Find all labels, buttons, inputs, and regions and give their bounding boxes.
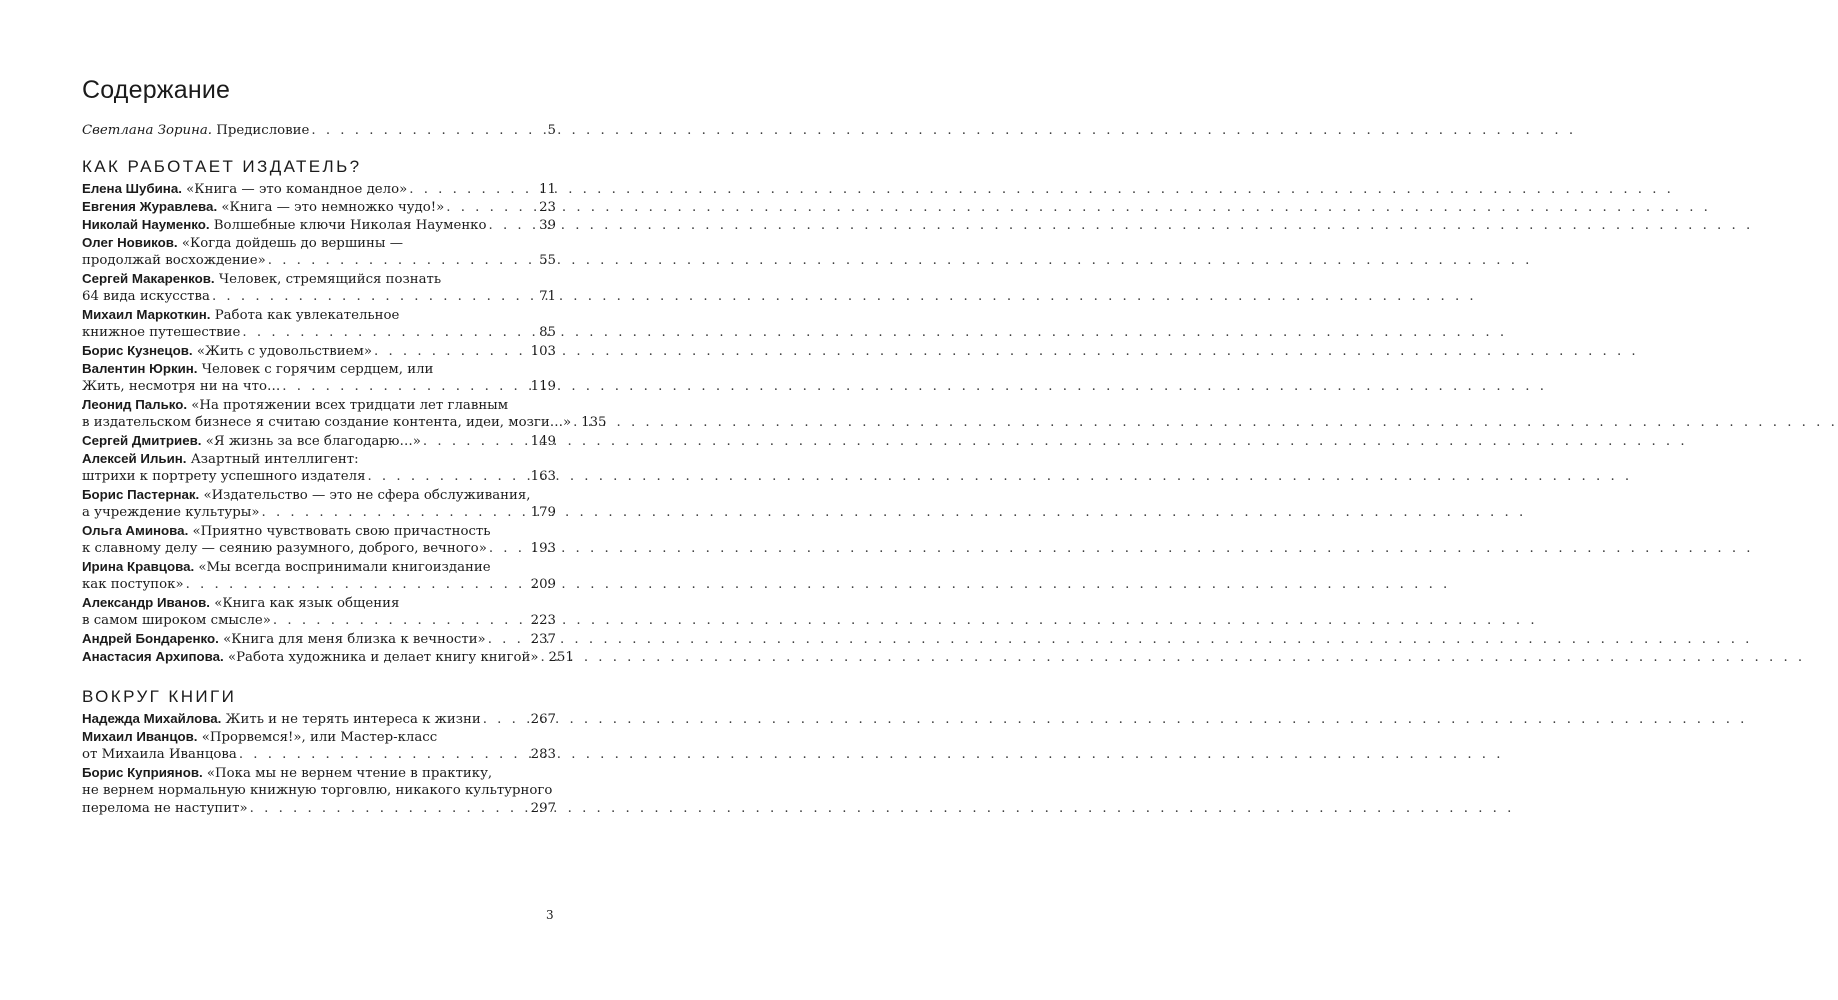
toc-entry [82, 710, 556, 728]
dot-leader [262, 504, 529, 522]
toc-title-text: книжное путешествие [82, 325, 241, 340]
toc-entry-text [82, 540, 487, 558]
toc-page-number: 71 [539, 289, 556, 304]
toc-entry-line [82, 764, 556, 782]
dot-leader [311, 122, 540, 140]
toc-entry-text [82, 800, 248, 818]
toc-title-text: «Приятно чувствовать свою причастность [192, 524, 491, 539]
toc-entry-text [82, 396, 508, 415]
dot-leader [483, 711, 529, 729]
toc-entry-line [82, 648, 574, 666]
toc-title-text: «Я жизнь за все благодарю…» [205, 434, 421, 449]
section-heading: ВОКРУГ КНИГИ [82, 687, 237, 706]
toc-page-number: 11 [539, 182, 556, 197]
toc-entry [82, 360, 556, 396]
toc-entry-line [82, 288, 556, 306]
toc-entry [82, 432, 556, 450]
page-title: Содержание [82, 76, 231, 104]
toc-entry [82, 306, 556, 342]
toc-entry-text [82, 576, 184, 594]
toc-entry-text [82, 324, 240, 342]
toc-page-number: 55 [539, 253, 556, 268]
toc-author: Сергей Макаренков. [82, 271, 215, 286]
toc-page-number: 5 [547, 123, 556, 138]
toc-entry-line [82, 576, 556, 594]
dot-leader [239, 746, 529, 764]
toc-page-number: 283 [530, 747, 556, 762]
dot-leader [282, 378, 528, 396]
toc-title-text: «Книга как язык общения [214, 596, 400, 611]
toc-title-text: «Прорвемся!», или Мастер-класс [201, 730, 438, 745]
toc-author: Валентин Юркин. [82, 361, 198, 376]
toc-title-text: «Мы всегда воспринимали книгоиздание [198, 560, 491, 575]
dot-leader [212, 288, 537, 306]
toc-author: Надежда Михайлова. [82, 711, 222, 726]
toc-author: Алексей Ильин. [82, 451, 187, 466]
toc-author: Светлана Зорина. [82, 123, 212, 138]
toc-entry-line [82, 432, 556, 450]
toc-title-text: «Издательство — это не сфера обслуживания, [203, 488, 531, 503]
toc-entry-text [82, 594, 399, 613]
toc-author: Ирина Кравцова. [82, 559, 195, 574]
toc-entry-line [82, 122, 556, 140]
toc-title-text: Человек с горячим сердцем, или [201, 362, 434, 377]
toc-entry [82, 122, 556, 140]
toc-title-text: 64 вида искусства [82, 289, 210, 304]
toc-entry [82, 558, 556, 594]
dot-leader [273, 612, 529, 630]
toc-title-text: в издательском бизнесе я считаю создание контента, идеи, мозги…» [82, 415, 572, 430]
toc-section [82, 684, 556, 818]
toc-entry-text [82, 558, 491, 577]
toc-entry-text [82, 180, 407, 199]
toc-title-text: Волшебные ключи Николая Науменко [213, 218, 487, 233]
toc-entry-line [82, 342, 556, 360]
toc-entry-line [82, 612, 556, 630]
toc-author: Олег Новиков. [82, 235, 178, 250]
toc-entry-line [82, 234, 556, 252]
toc-title-text: Жить и не терять интереса к жизни [225, 712, 481, 727]
toc-entry [82, 396, 607, 432]
dot-leader [409, 181, 537, 199]
toc-entry-line [82, 782, 556, 800]
toc-page-number: 297 [530, 801, 556, 816]
toc-title-text: Работа как увлекательное [214, 308, 400, 323]
toc-entry [82, 450, 556, 486]
toc-entry-text [82, 378, 280, 396]
toc-entry-text [82, 612, 271, 630]
toc-title-text: продолжай восхождение» [82, 253, 266, 268]
toc-entry-text [82, 630, 486, 649]
toc-entry-line [82, 360, 556, 378]
toc-author: Евгения Журавлева. [82, 199, 218, 214]
toc-entry-line [82, 450, 556, 468]
toc-title-text: штрихи к портрету успешного издателя [82, 469, 366, 484]
toc-page-number: 209 [530, 577, 556, 592]
toc-entry-line [82, 180, 556, 198]
toc-entry [82, 486, 556, 522]
toc-entry-line [82, 746, 556, 764]
toc-entry-text [82, 486, 530, 505]
toc-page-number: 119 [530, 379, 556, 394]
toc-entry-text [82, 648, 538, 667]
dot-leader [186, 576, 529, 594]
toc-author: Борис Кузнецов. [82, 343, 193, 358]
dot-leader [489, 217, 538, 235]
toc-entry [82, 648, 574, 666]
toc-title-text: «Книга для меня близка к вечности» [223, 632, 486, 647]
toc-entry-line [82, 252, 556, 270]
toc-page-number: 163 [530, 469, 556, 484]
dot-leader [250, 800, 529, 818]
toc-title-text: как поступок» [82, 577, 184, 592]
toc-preface [82, 122, 556, 140]
toc-entry-text [82, 306, 399, 325]
toc-entry-text [82, 216, 487, 235]
toc-entry-text [82, 198, 444, 217]
toc-title-text: «Пока мы не вернем чтение в практику, [206, 766, 493, 781]
toc-entry-text [82, 270, 441, 289]
toc-page-number: 267 [530, 712, 556, 727]
toc-author: Борис Пастернак. [82, 487, 200, 502]
toc-page-number: 237 [530, 632, 556, 647]
dot-leader [268, 252, 537, 270]
toc-page-number: 39 [539, 218, 556, 233]
toc-entry-line [82, 216, 556, 234]
toc-entry-line [82, 728, 556, 746]
toc-title-text: в самом широком смысле» [82, 613, 271, 628]
dot-leader [489, 540, 529, 558]
toc-entry-line [82, 468, 556, 486]
toc-entry [82, 594, 556, 630]
toc-title-text: «Жить с удовольствием» [196, 344, 372, 359]
toc-title-text: к славному делу — сеянию разумного, доброго, вечного» [82, 541, 487, 556]
toc-title-text: а учреждение культуры» [82, 505, 260, 520]
toc-title-text: перелома не наступит» [82, 801, 248, 816]
toc-page-number: 193 [530, 541, 556, 556]
toc-entry-line [82, 378, 556, 396]
toc-entry-line [82, 396, 556, 414]
toc-title-text: Человек, стремящийся познать [218, 272, 442, 287]
toc-entry [82, 234, 556, 270]
toc-entry-line [82, 630, 556, 648]
dot-leader [488, 631, 529, 649]
dot-leader [423, 433, 529, 451]
toc-entry [82, 522, 556, 558]
dot-leader [446, 199, 537, 217]
toc-title-text: «Когда дойдешь до вершины — [181, 236, 404, 251]
toc-entry [82, 270, 556, 306]
toc-entry-text [82, 504, 260, 522]
toc-entry [82, 180, 556, 198]
toc-title-text: Предисловие [216, 123, 310, 138]
toc-entry-line [82, 710, 556, 728]
page-number: 3 [546, 908, 554, 922]
toc-page-number: 103 [530, 344, 556, 359]
toc-author: Михаил Маркоткин. [82, 307, 211, 322]
toc-title-text: Жить, несмотря ни на что… [82, 379, 281, 394]
toc-entry-line [82, 486, 556, 504]
section-heading: КАК РАБОТАЕТ ИЗДАТЕЛЬ? [82, 157, 362, 176]
table-of-contents [82, 118, 607, 818]
toc-title-text: «Книга — это немножко чудо!» [221, 200, 445, 215]
toc-entry-line [82, 594, 556, 612]
toc-entry-line [82, 198, 556, 216]
toc-page-number: 223 [530, 613, 556, 628]
toc-entry [82, 630, 556, 648]
toc-page-number: 251 [548, 650, 574, 665]
toc-author: Сергей Дмитриев. [82, 433, 202, 448]
toc-entry-line [82, 306, 556, 324]
toc-entry [82, 198, 556, 216]
toc-entry-text [82, 728, 437, 747]
dot-leader [540, 649, 546, 667]
toc-entry-text [82, 432, 421, 451]
toc-author: Николай Науменко. [82, 217, 210, 232]
toc-author: Анастасия Архипова. [82, 649, 224, 664]
toc-entry-line [82, 270, 556, 288]
toc-author: Ольга Аминова. [82, 523, 189, 538]
toc-title-text: не вернем нормальную книжную торговлю, никакого культурного [82, 783, 553, 798]
dot-leader [242, 324, 537, 342]
toc-entry-line [82, 558, 556, 576]
toc-page-number: 149 [530, 434, 556, 449]
dot-leader [374, 343, 529, 361]
toc-author: Борис Куприянов. [82, 765, 203, 780]
toc-title-text: от Михаила Иванцова [82, 747, 237, 762]
toc-entry-line [82, 414, 607, 432]
toc-author: Александр Иванов. [82, 595, 210, 610]
toc-title-text: Азартный интеллигент: [190, 452, 359, 467]
toc-entry-text [82, 122, 309, 140]
toc-entry [82, 764, 556, 818]
toc-entry-text [82, 782, 552, 800]
toc-entry-text [82, 360, 433, 379]
toc-author: Леонид Палько. [82, 397, 188, 412]
toc-entry-text [82, 234, 403, 253]
toc-entry-text [82, 252, 266, 270]
toc-entry-text [82, 288, 210, 306]
toc-entry-text [82, 764, 492, 783]
toc-entry-text [82, 522, 491, 541]
toc-entry [82, 728, 556, 764]
toc-entry [82, 216, 556, 234]
toc-page-number: 135 [581, 415, 607, 430]
toc-entry-line [82, 324, 556, 342]
toc-entry-line [82, 522, 556, 540]
toc-entry-line [82, 800, 556, 818]
toc-entry-text [82, 450, 359, 469]
toc-section [82, 154, 607, 666]
toc-entry [82, 342, 556, 360]
toc-author: Михаил Иванцов. [82, 729, 198, 744]
toc-author: Андрей Бондаренко. [82, 631, 219, 646]
dot-leader [367, 468, 528, 486]
toc-page-number: 85 [539, 325, 556, 340]
toc-title-text: «Работа художника и делает книгу книгой» [227, 650, 539, 665]
toc-page-number: 179 [530, 505, 556, 520]
toc-entry-text [82, 746, 237, 764]
toc-entry-line [82, 504, 556, 522]
toc-entry-text [82, 468, 365, 486]
toc-entry-text [82, 414, 571, 432]
toc-page-number: 23 [539, 200, 556, 215]
toc-entry-text [82, 342, 372, 361]
dot-leader [573, 414, 579, 432]
toc-entry-line [82, 540, 556, 558]
toc-author: Елена Шубина. [82, 181, 182, 196]
toc-title-text: «На протяжении всех тридцати лет главным [191, 398, 509, 413]
toc-title-text: «Книга — это командное дело» [186, 182, 408, 197]
toc-entry-text [82, 710, 481, 729]
